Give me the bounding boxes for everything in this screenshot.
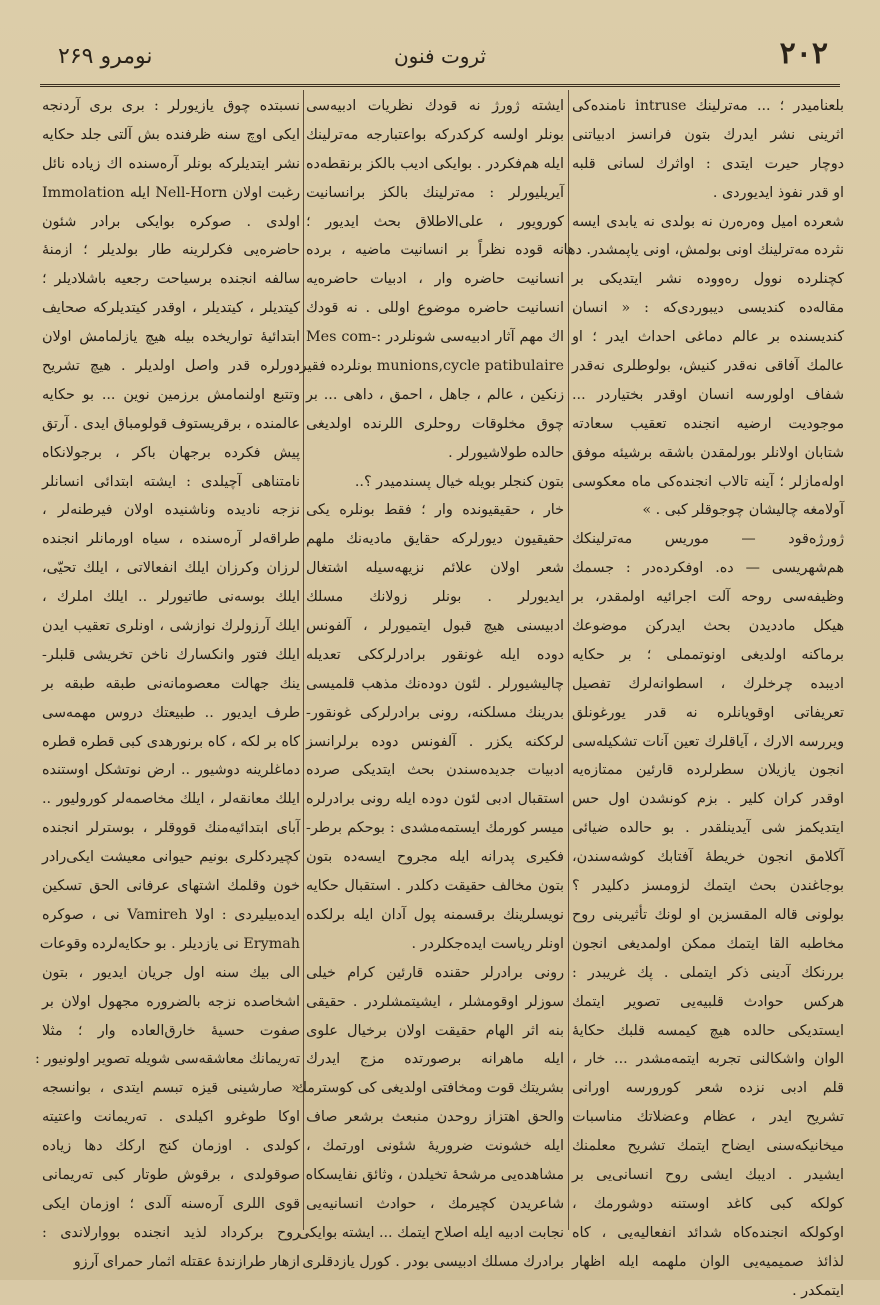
column-divider-left <box>303 90 304 1230</box>
text-line: تشریح ایدر ، عظام وعضلاتك مناسبات <box>572 1109 844 1126</box>
text-line: بوجاغندن بحث ایتمك لزومسز دکلیدر ؟ <box>572 878 844 895</box>
text-column-left <box>35 92 300 1270</box>
text-line: ایله هم‌فکردر . بوایکی ادیب بالکز برنقطه‌ده <box>306 155 564 172</box>
text-line: صوقولدی ، برقوش طوتار کبی ته‌ریمانی <box>42 1166 300 1183</box>
text-line: پیش فکرده برجهان باکر ، برجولانکاه <box>42 444 300 461</box>
text-line: میخانیکه‌سنی ایضاح ایتمك تشریح معلمنك <box>572 1138 844 1155</box>
text-line: ویررسه الارك ، آیاقلرك تعین آنات تشکیله‌سی <box>572 733 844 750</box>
text-line: کورویور ، علی‌الاطلاق بحث ایدیور ؛ <box>306 213 564 230</box>
text-line: ایلك آرزولرك نوازشی ، اونلری تعقیب ایدن <box>42 618 300 635</box>
text-line: قوی اللری آرەسنه آلدی ؛ اوزمان ایکی <box>42 1195 300 1212</box>
text-line: دماغلرینه دوشیور .. ارض نوتشکل اوستنده <box>42 762 300 779</box>
text-line: خون وقلمك اشتهای عرفانی الحق تسکین <box>42 878 300 895</box>
text-line: روح برکرداد لذید انجنده بووارلاندی : <box>42 1224 300 1241</box>
text-line: ایکی اوچ سنه ظرفنده بش آلتی جلد حکایه <box>42 126 300 143</box>
text-line: ته‌ریمانك معاشقه‌سی شویله تصویر اولونیور : <box>35 1051 300 1068</box>
text-line: کولکه کبی کاغد اوستنه دوشورمك ، <box>572 1195 844 1212</box>
text-line: لرککنه یکزر . آلفونس دوده برلرانسز <box>306 733 564 750</box>
text-line: بتون کنجلر بویله خیال پسندمیدر ؟.. <box>354 473 564 490</box>
text-line: ایده‌بیلیردی : اولا Vamireh نی ، صوکره <box>42 906 300 923</box>
text-line: شفاف اولورسه انسان اوقدر بختیاردر ... <box>572 386 844 403</box>
text-line: نجابت ادبیه ایله اصلاح ایتمك ... ایشته بوایکی <box>298 1224 564 1241</box>
issue-number: نومرو ۲۶۹ <box>58 44 153 69</box>
page-number: ۲۰۲ <box>779 36 828 71</box>
journal-title: ثروت فنون <box>393 44 487 68</box>
text-line: ایلك بوسەنی طاتیورلر .. ایلك املرك ، <box>42 589 300 606</box>
text-line: حالده طولاشیورلر . <box>448 444 564 461</box>
text-line: بلعنامیدر ؛ ... مه‌ترلینك intruse نامنده‌كی <box>572 98 844 114</box>
text-line: کچنلرده نوول ره‌ووده نشر ایتدیكی بر <box>572 271 844 288</box>
text-line: اشخاصده نزجه بالضروره مجهول اولان بر <box>42 993 300 1010</box>
text-line: مخاطبه القا ایتمك ممکن اولمدیغی انجون <box>572 935 844 952</box>
text-line: طراقه‌لر آرەسنده ، سیاه اورمانلر انجنده <box>42 531 300 548</box>
text-line: شعر اولان علائم نزیهه‌سیله اشتغال <box>306 560 564 577</box>
text-column-right <box>563 92 844 1299</box>
text-line: کولدی . اوزمان کنج ارکك دها زیاده <box>42 1138 300 1155</box>
text-line: نشر ایتدیلرکه بونلر آرەسنده اك زیاده نائل <box>42 155 300 172</box>
text-line: اولدی . صوکره بوایکی برادر شئون <box>42 213 300 230</box>
text-line: اوقدر کران کلیر . بزم کونشدن اول حس <box>572 791 844 808</box>
text-line: الی بیك سنه اول جریان ایدیور ، بتون <box>42 964 300 981</box>
text-line: Erymah نی یازدیلر . بو حکایه‌لرده وقوعات <box>39 935 300 952</box>
text-line: اوکولکه انجنده‌کاه شدائد انفعالیه‌یی ، کاه <box>572 1224 844 1241</box>
text-line: دوده ایله غونقور برادرلرککی تعدیله <box>306 646 564 663</box>
text-line: اوله‌مازلر ؛ آینه تالاب انجنده‌كی ماه معکوسی <box>572 473 844 490</box>
text-line: طرف ایدیور .. طبیعتك دروس مهمه‌سی <box>42 704 300 721</box>
text-line: کچیردکلری بونیم حیوانی معیشت ایکی‌رادر <box>42 849 300 866</box>
text-line: ایتمکدر . <box>792 1282 844 1299</box>
text-line: نه قوده نظراً بر انسانیت ماضیه ، برده <box>306 242 564 259</box>
text-line: عالمنده ، برقریستوف قولومباق ایدی . آرتق <box>42 415 300 432</box>
text-line: ازهار طرازندهٔ عقتله اثمار حمرای آرزو <box>73 1253 300 1270</box>
text-line: ایلك فتور وانکسارك ناخن تخریشی قلبلر- <box>42 646 300 663</box>
text-line: بونلر اولسه کرکدرکه بواعتبارجه مه‌ترلینك <box>306 126 564 143</box>
text-line: ایله خشونت ضروریهٔ شئونی اورتمك ، <box>306 1138 564 1155</box>
text-line: حقیقیون دیورلرکه حقایق مادیه‌نك ملهم <box>306 531 564 548</box>
text-line: موجودیت ارضیه انجنده تعقیب سعادته <box>572 415 844 432</box>
text-line: چالیشیورلر . لئون دوده‌نك مذهب قلمیسی <box>306 675 564 692</box>
text-line: چوق مخلوقات روحلری اللرنده اولدیغی <box>306 415 564 432</box>
text-line: آیریلیورلر : مه‌ترلینك بالکز برانسانیت <box>306 184 564 201</box>
text-line: کاه بر لکه ، کاه برنورهدی کبی قطره قطره <box>42 733 300 750</box>
text-line: ایتدیکمز شی آیدینلقدر . بو حالده ضیائی <box>572 820 844 837</box>
text-line: ایدیورلر . بونلر زولانك مسلك <box>306 589 564 606</box>
text-line: انسانیت حاضره وار ، ادبیات حاضره‌یه <box>306 271 564 288</box>
text-line: سوزلر اوقومشلر ، ایشیتمشلردر . حقیقی <box>306 993 564 1010</box>
text-line: سالفه انجنده برسیاحت رجعیه باشلادیلر ؛ <box>42 271 300 288</box>
text-line: بدرینك مسلکنه، رونی برادرلرکی غونقور- <box>306 704 564 721</box>
text-line: دوچار حیرت ایتدی : اواثرك لسانی قلبه <box>572 155 844 172</box>
text-line: او قدر نفوذ ایدیوردی . <box>712 184 844 201</box>
text-line: رغبت اولان Nell-Horn ایله Immolation <box>42 184 300 201</box>
text-line: انجون یازیلان سطرلرده قارئین ممتازه‌یه <box>572 762 844 779</box>
text-line: ایله ماهرانه برصورتده مزج ایدرك <box>306 1051 564 1068</box>
text-column-middle <box>294 92 565 1270</box>
text-line: لذائذ صمیمیه‌یی الوان ملهمه ایله اظهار <box>572 1253 844 1270</box>
text-line: فکیری پدرانه ایله مجروح ایسه‌ده بتون <box>306 849 564 866</box>
text-line: قلم ادبی نزده شعر کورورسه اورانی <box>572 1080 844 1097</box>
text-line: انسانیت حاضره موضوع اوللی . نه قودك <box>306 300 564 317</box>
text-line: شاعریدن کچیرمك ، حوادث انسانیه‌یی <box>306 1195 564 1212</box>
text-line: تعریفاتی اوقویانلره نه قدر یورغونلق <box>572 704 844 721</box>
text-line: ادبیات جدیده‌سندن بحث ایتدیکی صرده <box>306 762 564 779</box>
text-line: آکلامق انجون خریطهٔ آفتابك کوشه‌سندن، <box>572 849 844 866</box>
text-line: ایلك معانقه‌لر ، ایلك مخاصمه‌لر کورولیور .. <box>42 791 300 808</box>
text-line: بررنکك آدینی ذکر ایتملی . پك غریبدر : <box>572 964 844 981</box>
text-line: هم‌شهریسی — ده. اوفکرده‌در : جسمك <box>572 560 844 577</box>
text-line: وظیفه‌سی روحه آلت اجرائیه اولمقدر، بر <box>572 589 844 606</box>
text-line: عالمك آفاقی نه‌قدر کنیش، بولوطلری نه‌قدر <box>572 358 844 375</box>
text-line: بولونی قاله المقسزین او لونك تأثیرینی روح <box>572 906 844 923</box>
text-line: ایشیدر . ادیبك ایشی روح انسانی‌یی بر <box>572 1166 844 1183</box>
text-line: مقاله‌ده کندیسی دیبوردی‌که : « انسان <box>572 300 844 317</box>
text-line: اوکا طوغرو اکیلدی . ته‌ریمانت واعتیته <box>42 1109 300 1126</box>
text-line: لرزان وکرزان ایلك انفعالاتی ، ایلك تحیّی، <box>42 560 300 577</box>
text-line: حاضره‌یی فکرلرینه طار بولدیلر ؛ ازمنهٔ <box>42 242 300 259</box>
text-line: munions,cycle patibulaire بونلرده فقیر، <box>294 358 564 375</box>
text-line: اثرینی نشر ایدرك بتون فرانسز ادبیاتنی <box>572 126 844 143</box>
text-line: آبای ابتدائیه‌منك قووقلر ، بوستر‌لر انجنده <box>42 820 300 837</box>
text-line: صفوت حسیهٔ خارق‌العاده وار ؛ مثلا <box>42 1022 300 1039</box>
text-line: شعرده امیل وه‌ره‌رن نه بولدی نه یابدی ایسه <box>572 213 844 230</box>
page-header <box>40 36 840 80</box>
text-line: ینك جهالت معصومانه‌نی طبقه طبقه بر <box>42 675 300 692</box>
text-line: بتون مخالف حقیقت دکلدر . استقبال حکایه <box>306 878 564 895</box>
text-line: کیتدیلر ، کیتدیلر ، اوقدر کیتدیلرکه صحایف <box>42 300 300 317</box>
text-line: شتابان اولانلر بورلمقدن باشقه برشیئه موفق <box>572 444 844 461</box>
text-line: برماکنه اولدیغی اونوتمملی ؛ بر حکایه <box>572 646 844 663</box>
text-line: ادیبده چرخلرك ، اسطوانه‌لرك تفصیل <box>572 675 844 692</box>
text-line: ژورژه‌قود — موریس مه‌ترلینکك <box>572 531 844 548</box>
text-line: استقبال ادبی لئون دوده ایله رونی برادرلره <box>306 791 564 808</box>
text-line: ابتدائیهٔ تواریخده بیله هیچ یازلمامش اولان <box>42 329 300 346</box>
text-line: نزجه نادیده وناشنیده اولان فیرطنه‌لر ، <box>42 502 300 519</box>
text-line: هرکس حوادث قلبیه‌یی تصویر ایتمك <box>572 993 844 1010</box>
text-line: نویسلرینك برقسمنه پول آدان ایله برلکده <box>306 906 564 923</box>
text-line: هیکل ماددیدن بحث ایدرکن موضوعك <box>572 618 844 635</box>
text-line: بشریتك قوت ومخافتی اولدیغی کی کوسترمك <box>295 1080 564 1097</box>
text-line: خار ، حقیقیونده وار ؛ فقط بونلره یکی <box>306 502 564 519</box>
text-line: رونی برادرلر حقنده قارئین کرام خیلی <box>306 964 564 981</box>
text-line: اك مهم آثار ادبیه‌سی شونلردر :-Mes com <box>306 329 565 346</box>
text-line: ادبیسنی هیچ قبول ایتمیورلر ، آلفونس <box>306 618 564 635</box>
header-rule <box>40 84 840 87</box>
text-line: الوان واشکالنی تجربه ایتمه‌مشدر ... خار ، <box>572 1051 844 1068</box>
text-line: مشاهده‌یی مرشحهٔ تخیلدن ، وثائق نفایسکاه <box>305 1166 564 1183</box>
text-line: ایستدیکی حالده هیچ کیمسه قلبك حکایهٔ <box>572 1022 844 1039</box>
text-line: کندیسنده بر عالم دماغی احداث ایدر ؛ او <box>572 329 844 346</box>
text-line: دورلره قدر واصل اولدیلر . هیچ تشریح <box>42 358 300 375</box>
text-line: برادرك مسلك ادبیسی بودر . کورل یازدقلری <box>302 1253 564 1270</box>
text-line: ایشته ژورژ نه قودك نظریات ادبیه‌سی <box>306 98 564 114</box>
text-line: نثرده مه‌ترلینك اونی بولمش، اونی یاپمشدر. دها <box>563 242 844 259</box>
text-line: نامتناهی آچیلدی : ایشته ابتدائی انسانلر <box>42 473 300 490</box>
text-line: وتتبع اولنمامش برزمین نوین ... بو حکایه <box>42 386 300 403</box>
text-line: زنکین ، عالم ، جاهل ، احمق ، داهی ... بر <box>306 386 564 403</box>
text-line: بنه اثر الهام حقیقت اولان برخیال علوی <box>306 1022 564 1039</box>
text-line: نسبتده چوق یازیورلر : بری بری آردنجه <box>42 98 300 114</box>
text-line: والحق اهتزاز روحدن منبعث برشعر صاف <box>306 1109 564 1126</box>
text-line: « صارشینی قیزه تبسم ایتدی ، بوانسجه <box>42 1080 300 1097</box>
text-line: آولامغه چالیشان چوجوقلر کبی . » <box>642 502 844 519</box>
text-line: اونلر ریاست ایده‌جکلردر . <box>411 935 564 952</box>
text-line: میسر کورمك ایستمه‌مشدی : بوحکم برطر- <box>306 820 564 837</box>
